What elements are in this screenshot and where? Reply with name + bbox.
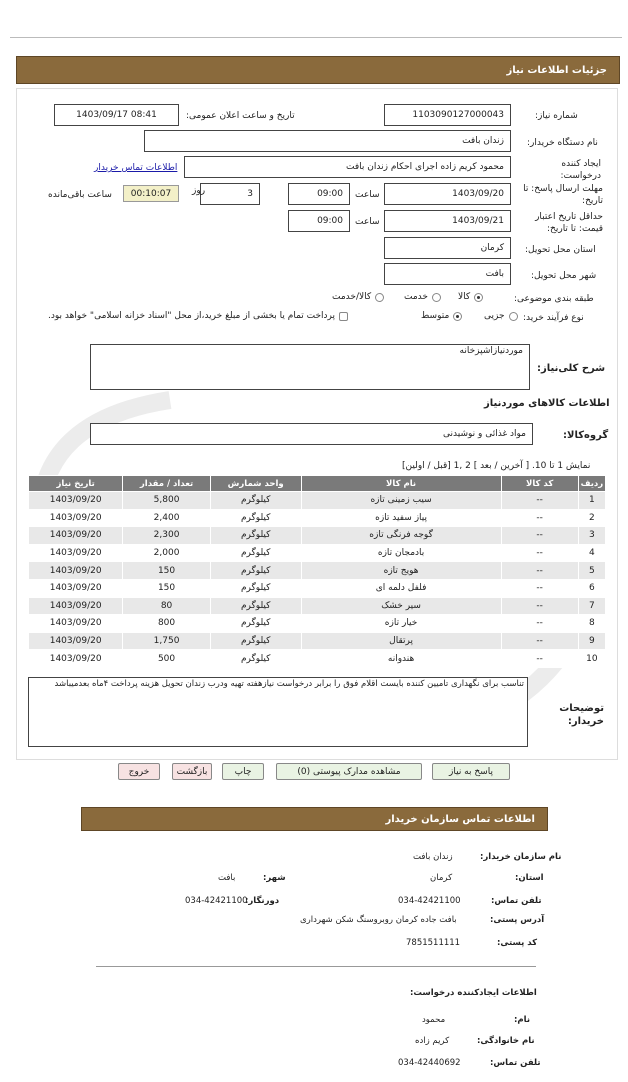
item-name-cell: پیاز سفید تازه bbox=[301, 509, 501, 527]
table-row bbox=[29, 509, 606, 527]
need-date-cell: 1403/09/20 bbox=[29, 492, 123, 510]
quantity-cell: 1,750 bbox=[123, 632, 210, 650]
need-date-cell: 1403/09/20 bbox=[29, 579, 123, 597]
province-field: کرمان bbox=[384, 237, 511, 259]
creator-phone-label: تلفن تماس: bbox=[490, 1058, 541, 1068]
unit-cell: کیلوگرم bbox=[210, 615, 301, 633]
print-button[interactable]: چاپ bbox=[222, 763, 264, 780]
item-code-cell: -- bbox=[501, 615, 578, 633]
category-both-option[interactable]: کالا/خدمت bbox=[332, 292, 384, 302]
need-date-cell: 1403/09/20 bbox=[29, 650, 123, 668]
validity-hour-label: ساعت bbox=[355, 217, 380, 227]
contact-title: اطلاعات تماس سازمان خریدار bbox=[385, 813, 535, 825]
row-number-cell: 1 bbox=[578, 492, 605, 510]
table-row bbox=[29, 650, 606, 668]
item-name-cell: خیار تازه bbox=[301, 615, 501, 633]
deadline-label: مهلت ارسال پاسخ: تا تاریخ: bbox=[523, 184, 603, 206]
checkbox-icon[interactable] bbox=[339, 312, 348, 321]
item-name-cell: بادمجان تازه bbox=[301, 544, 501, 562]
address-label: آدرس پستی: bbox=[490, 915, 545, 925]
contact-header bbox=[81, 807, 548, 831]
row-number-cell: 7 bbox=[578, 597, 605, 615]
buyer-notes-box: تناسب برای نگهداری تامیین کننده بایست اقلام فوق را برابر درخواست نیازهفته تهیه ودرب زندان تحویل هزینه پرداخت ۴ماه بعدمیباشد bbox=[28, 677, 528, 747]
unit-cell: کیلوگرم bbox=[210, 544, 301, 562]
announce-field: 1403/09/17 08:41 bbox=[54, 104, 179, 126]
postal-label: کد پستی: bbox=[497, 938, 538, 948]
contact-divider bbox=[96, 966, 536, 967]
province-label: استان محل تحویل: bbox=[525, 245, 596, 255]
radio-icon[interactable] bbox=[375, 293, 384, 302]
quantity-cell: 80 bbox=[123, 597, 210, 615]
attachments-button[interactable]: مشاهده مدارک پیوستی (0) bbox=[276, 763, 422, 780]
row-number-cell: 4 bbox=[578, 544, 605, 562]
creator-phone-value: 034-42440692 bbox=[398, 1058, 461, 1068]
phone-value: 034-42421100 bbox=[398, 896, 461, 906]
category-service-option[interactable]: خدمت bbox=[404, 292, 441, 302]
validity-date-field[interactable]: 1403/09/21 bbox=[384, 210, 511, 232]
table-row bbox=[29, 632, 606, 650]
need-date-cell: 1403/09/20 bbox=[29, 527, 123, 545]
table-row bbox=[29, 544, 606, 562]
remaining-time-field: 00:10:07 bbox=[123, 185, 179, 202]
unit-cell: کیلوگرم bbox=[210, 492, 301, 510]
quantity-cell: 2,400 bbox=[123, 509, 210, 527]
row-number-cell: 2 bbox=[578, 509, 605, 527]
row-number-cell: 10 bbox=[578, 650, 605, 668]
contact-city-label: شهر: bbox=[263, 873, 286, 883]
process-medium-option[interactable]: متوسط bbox=[421, 311, 462, 321]
treasury-payment-option[interactable]: پرداخت تمام یا بخشی از مبلغ خرید،از محل "اسناد خزانه اسلامی" خواهد بود. bbox=[48, 311, 348, 321]
items-table bbox=[28, 475, 606, 668]
unit-cell: کیلوگرم bbox=[210, 597, 301, 615]
fax-value: 034-42421100 bbox=[185, 896, 248, 906]
radio-selected-icon[interactable] bbox=[453, 312, 462, 321]
item-name-cell: سیب زمینی تازه bbox=[301, 492, 501, 510]
item-code-cell: -- bbox=[501, 579, 578, 597]
table-row bbox=[29, 597, 606, 615]
days-label: روز bbox=[192, 186, 206, 196]
col-header: تاریخ نیاز bbox=[29, 476, 123, 492]
item-name-cell: گوجه فرنگی تازه bbox=[301, 527, 501, 545]
remaining-label: ساعت باقی‌مانده bbox=[48, 190, 112, 200]
creator-field: محمود کریم زاده اجرای احکام زندان بافت bbox=[184, 156, 511, 178]
validity-time-field[interactable]: 09:00 bbox=[288, 210, 350, 232]
table-row bbox=[29, 492, 606, 510]
quantity-cell: 800 bbox=[123, 615, 210, 633]
items-table-container bbox=[28, 475, 606, 668]
unit-cell: کیلوگرم bbox=[210, 650, 301, 668]
need-number-label: شماره نیاز: bbox=[535, 111, 578, 121]
item-code-cell: -- bbox=[501, 597, 578, 615]
need-number-field: 1103090127000043 bbox=[384, 104, 511, 126]
col-header: ردیف bbox=[578, 476, 605, 492]
quantity-cell: 5,800 bbox=[123, 492, 210, 510]
details-header bbox=[16, 56, 620, 84]
last-name-value: کریم زاده bbox=[415, 1036, 450, 1046]
need-date-cell: 1403/09/20 bbox=[29, 544, 123, 562]
row-number-cell: 3 bbox=[578, 527, 605, 545]
item-code-cell: -- bbox=[501, 544, 578, 562]
item-code-cell: -- bbox=[501, 492, 578, 510]
row-number-cell: 8 bbox=[578, 615, 605, 633]
unit-cell: کیلوگرم bbox=[210, 562, 301, 580]
unit-cell: کیلوگرم bbox=[210, 579, 301, 597]
unit-cell: کیلوگرم bbox=[210, 509, 301, 527]
table-header-row bbox=[29, 476, 606, 492]
process-label: نوع فرآیند خرید: bbox=[523, 313, 584, 323]
goods-group-label: گروه‌کالا: bbox=[563, 430, 609, 441]
row-number-cell: 5 bbox=[578, 562, 605, 580]
item-code-cell: -- bbox=[501, 650, 578, 668]
row-number-cell: 6 bbox=[578, 579, 605, 597]
postal-value: 7851511111 bbox=[406, 938, 461, 948]
org-label: نام سازمان خریدار: bbox=[480, 852, 562, 862]
radio-selected-icon[interactable] bbox=[474, 293, 483, 302]
quantity-cell: 2,300 bbox=[123, 527, 210, 545]
city-label: شهر محل تحویل: bbox=[531, 271, 597, 281]
category-goods-option[interactable]: کالا bbox=[458, 292, 483, 302]
org-value: زندان بافت bbox=[413, 852, 453, 862]
unit-cell: کیلوگرم bbox=[210, 632, 301, 650]
need-date-cell: 1403/09/20 bbox=[29, 509, 123, 527]
quantity-cell: 150 bbox=[123, 579, 210, 597]
city-field: بافت bbox=[384, 263, 511, 285]
goods-group-field: مواد غذائی و نوشیدنی bbox=[90, 423, 533, 445]
need-date-cell: 1403/09/20 bbox=[29, 597, 123, 615]
unit-cell: کیلوگرم bbox=[210, 527, 301, 545]
col-header: نام کالا bbox=[301, 476, 501, 492]
reply-button[interactable]: پاسخ به نیاز bbox=[432, 763, 510, 780]
quantity-cell: 150 bbox=[123, 562, 210, 580]
summary-label: شرح کلی‌نیاز: bbox=[537, 363, 606, 374]
item-name-cell: هویج تازه bbox=[301, 562, 501, 580]
table-row bbox=[29, 615, 606, 633]
creator-info-title: اطلاعات ایجادکننده درخواست: bbox=[410, 988, 537, 998]
table-row bbox=[29, 527, 606, 545]
contact-city-value: بافت bbox=[218, 873, 236, 883]
item-name-cell: هندوانه bbox=[301, 650, 501, 668]
page-title: جزئیات اطلاعات نیاز bbox=[506, 64, 607, 76]
top-divider bbox=[10, 37, 622, 38]
item-name-cell: فلفل دلمه ای bbox=[301, 579, 501, 597]
days-field: 3 bbox=[200, 183, 260, 205]
item-name-cell: پرتقال bbox=[301, 632, 501, 650]
item-code-cell: -- bbox=[501, 509, 578, 527]
validity-label: حداقل تاریخ اعتبار قیمت: تا تاریخ: bbox=[535, 212, 603, 234]
announce-label: تاریخ و ساعت اعلان عمومی: bbox=[186, 111, 295, 121]
col-header: کد کالا bbox=[501, 476, 578, 492]
buyer-notes-label: توضیحات خریدار: bbox=[559, 703, 604, 727]
radio-icon[interactable] bbox=[509, 312, 518, 321]
deadline-date-field[interactable]: 1403/09/20 bbox=[384, 183, 511, 205]
radio-icon[interactable] bbox=[432, 293, 441, 302]
need-date-cell: 1403/09/20 bbox=[29, 632, 123, 650]
col-header: تعداد / مقدار bbox=[123, 476, 210, 492]
creator-label: ایجاد کننده درخواست: bbox=[560, 159, 601, 181]
need-date-cell: 1403/09/20 bbox=[29, 615, 123, 633]
col-header: واحد شمارش bbox=[210, 476, 301, 492]
buyer-org-label: نام دستگاه خریدار: bbox=[527, 138, 598, 148]
quantity-cell: 500 bbox=[123, 650, 210, 668]
table-row bbox=[29, 579, 606, 597]
first-name-label: نام: bbox=[514, 1015, 531, 1025]
address-value: بافت جاده کرمان روبروسنگ شکن شهرداری bbox=[300, 915, 457, 925]
buyer-contact-link[interactable]: اطلاعات تماس خریدار bbox=[94, 163, 178, 173]
fax-label: دورنگار: bbox=[245, 896, 280, 906]
process-minor-option[interactable]: جزیی bbox=[484, 311, 518, 321]
exit-button[interactable]: خروج bbox=[118, 763, 160, 780]
need-date-cell: 1403/09/20 bbox=[29, 562, 123, 580]
contact-province-value: کرمان bbox=[430, 873, 453, 883]
item-code-cell: -- bbox=[501, 632, 578, 650]
pager[interactable]: نمایش 1 تا 10. [ آخرین / بعد ] 2 ,1 [قبل / اولین] bbox=[402, 461, 591, 471]
deadline-time-field[interactable]: 09:00 bbox=[288, 183, 350, 205]
back-button[interactable]: بازگشت bbox=[172, 763, 212, 780]
quantity-cell: 2,000 bbox=[123, 544, 210, 562]
category-label: طبقه بندی موضوعی: bbox=[514, 294, 594, 304]
item-name-cell: سیر خشک bbox=[301, 597, 501, 615]
buyer-org-field: زندان بافت bbox=[144, 130, 511, 152]
table-row bbox=[29, 562, 606, 580]
goods-info-title: اطلاعات کالاهای موردنیاز bbox=[484, 398, 610, 409]
last-name-label: نام خانوادگی: bbox=[477, 1036, 535, 1046]
deadline-hour-label: ساعت bbox=[355, 190, 380, 200]
phone-label: تلفن تماس: bbox=[491, 896, 542, 906]
summary-box: موردنیازاشپزخانه bbox=[90, 344, 530, 390]
row-number-cell: 9 bbox=[578, 632, 605, 650]
first-name-value: محمود bbox=[422, 1015, 446, 1025]
contact-province-label: استان: bbox=[515, 873, 544, 883]
item-code-cell: -- bbox=[501, 527, 578, 545]
item-code-cell: -- bbox=[501, 562, 578, 580]
